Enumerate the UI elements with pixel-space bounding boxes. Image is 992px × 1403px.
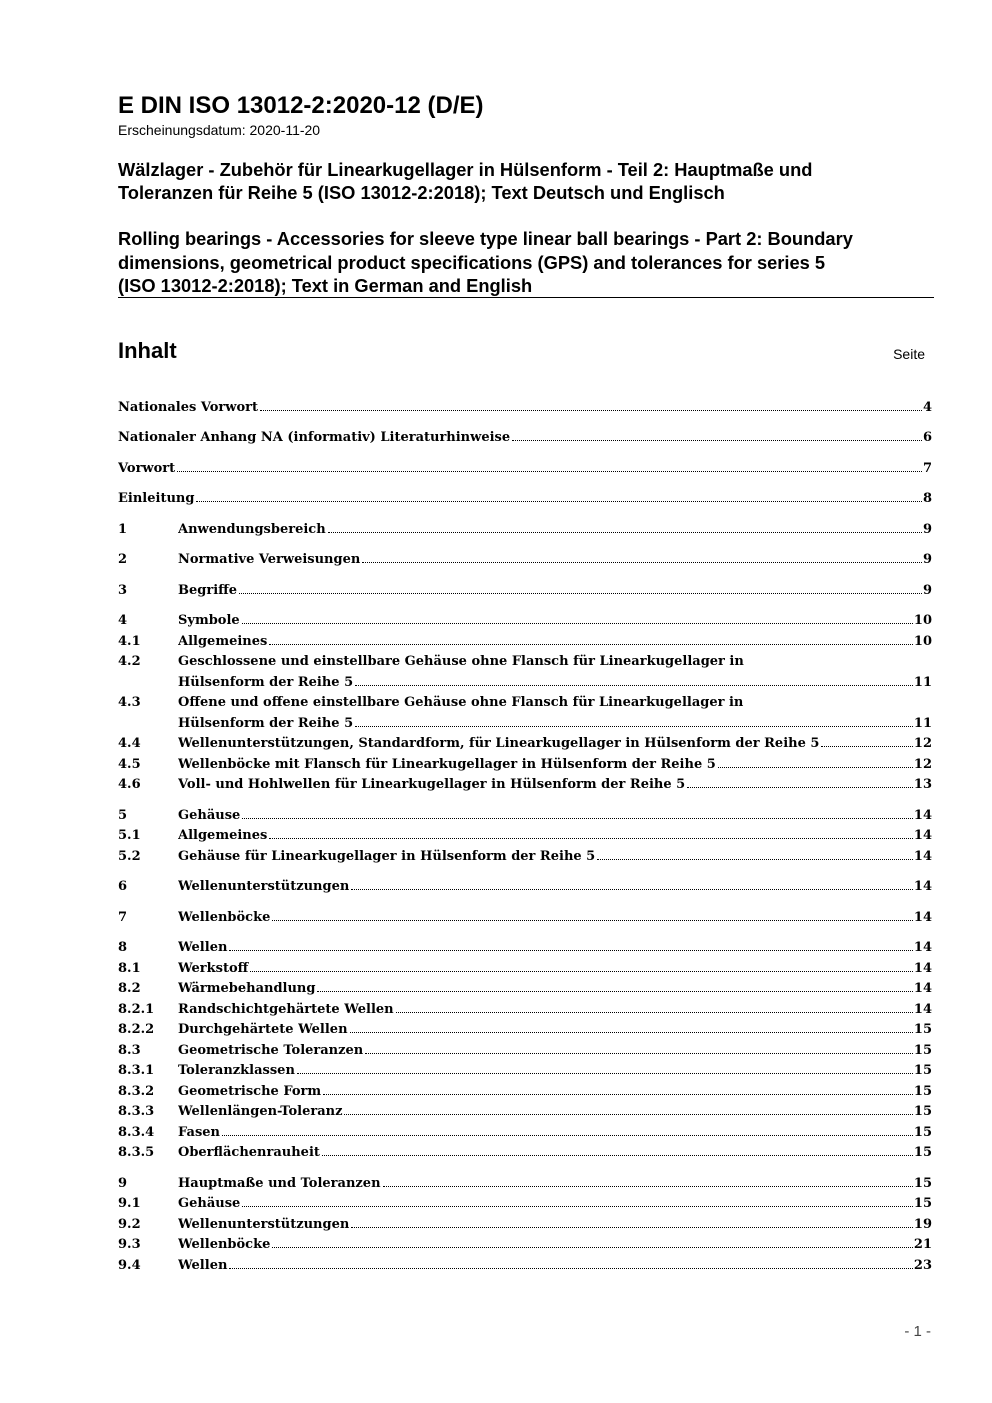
toc-entry-title: Gehäuse für Linearkugellager in Hülsenform der Reihe 5 [178, 848, 596, 864]
toc-entry-page: 14 [913, 879, 932, 894]
toc-entry-page: 11 [913, 715, 932, 731]
title-divider [118, 297, 934, 298]
toc-entry-page: 15 [913, 1175, 932, 1191]
toc-entry[interactable] [118, 1140, 932, 1161]
toc-entry-number: 8 [118, 940, 128, 955]
toc-entry-page: 15 [913, 1124, 932, 1140]
toc-entry-page: 14 [913, 981, 932, 996]
toc-leader [269, 838, 913, 839]
toc-entry-title: Anwendungsbereich [178, 521, 326, 537]
toc-entry-title: Allgemeines [178, 828, 268, 843]
toc-entry-number: 8.2.1 [118, 1001, 155, 1017]
toc-entry[interactable] [118, 731, 932, 752]
toc-entry-number: 4.2 [118, 654, 141, 669]
toc-leader [322, 1155, 913, 1156]
toc-entry-number: 8.3.1 [118, 1063, 155, 1078]
toc-entry-title: Wellenböcke mit Flansch für Linearkugellager in Hülsenform der Reihe 5 [178, 756, 716, 772]
toc-entry-number: 9.2 [118, 1216, 141, 1232]
toc-entry-number: 4 [118, 613, 128, 628]
toc-leader [239, 593, 922, 594]
toc-entry[interactable] [118, 598, 932, 629]
toc-entry[interactable] [118, 894, 932, 925]
toc-entry-title: Normative Verweisungen [178, 552, 361, 567]
toc-entry-number: 8.3.5 [118, 1145, 155, 1160]
title-english-line: Rolling bearings - Accessories for sleeve type linear ball bearings - Part 2: Boundary [118, 228, 853, 249]
toc-entry[interactable] [118, 996, 932, 1017]
toc-entry-number: 5.1 [118, 828, 141, 843]
toc-entry-page: 8 [922, 491, 932, 506]
toc-entry-page: 13 [913, 777, 932, 792]
toc-entry[interactable] [118, 506, 932, 537]
toc-entry[interactable] [118, 955, 932, 976]
toc-entry-number: 4.5 [118, 756, 141, 772]
toc-leader [355, 685, 913, 686]
toc-entry-number: 3 [118, 582, 128, 598]
toc-entry-title: Allgemeines [178, 633, 268, 649]
toc-entry-title: Geometrische Toleranzen [178, 1042, 364, 1058]
toc-entry-number: 2 [118, 552, 128, 567]
toc-entry-page: 12 [913, 756, 932, 772]
toc-entry-number: 9.3 [118, 1237, 141, 1252]
toc-entry-number: 8.3.3 [118, 1104, 155, 1119]
title-english [118, 227, 933, 298]
toc-entry[interactable] [118, 628, 932, 649]
toc-entry[interactable] [118, 925, 932, 956]
toc-entry-number: 8.2 [118, 981, 141, 996]
toc-entry-number: 8.3.2 [118, 1083, 155, 1099]
toc-entry-page: 7 [922, 460, 932, 476]
toc-entry-page: 21 [913, 1237, 932, 1252]
toc-entry-title: Fasen [178, 1124, 220, 1140]
toc-entry-number: 6 [118, 879, 128, 894]
toc-entry-title: Oberflächenrauheit [178, 1145, 320, 1160]
toc-entry[interactable] [118, 1211, 932, 1232]
toc-leader [297, 1073, 913, 1074]
toc-entry-number: 9 [118, 1175, 128, 1191]
toc-entry-page: 14 [913, 1001, 932, 1017]
toc-entry-title: Nationales Vorwort [118, 399, 258, 415]
toc-entry-title: Vorwort [118, 460, 176, 476]
toc-entry[interactable] [118, 1160, 932, 1191]
toc-entry-title: Wellenböcke [178, 1237, 271, 1252]
toc-entry[interactable] [118, 772, 932, 793]
toc-entry-page: 23 [913, 1257, 932, 1273]
toc-leader [328, 532, 922, 533]
toc-entry[interactable] [118, 1037, 932, 1058]
toc-entry-number: 8.3 [118, 1042, 141, 1058]
toc-entry-page: 14 [913, 807, 932, 823]
toc-leader [597, 859, 913, 860]
toc-entry-page: 19 [913, 1216, 932, 1232]
toc-entry-page: 15 [913, 1042, 932, 1058]
toc-entry-number: 8.2.2 [118, 1022, 155, 1037]
toc-entry-page: 4 [922, 399, 932, 415]
toc-entry-title-line: Geschlossene und einstellbare Gehäuse ohne Flansch für Linearkugellager in [178, 654, 744, 669]
toc-entry-page: 9 [922, 521, 932, 537]
toc-entry[interactable] [118, 1119, 932, 1140]
toc-leader [355, 726, 913, 727]
toc-entry-title: Wärmebehandlung [178, 981, 316, 996]
toc-leader [350, 1032, 913, 1033]
toc-entry-number: 4.1 [118, 633, 141, 649]
toc-entry-page: 12 [913, 736, 932, 751]
publication-date: Erscheinungsdatum: 2020-11-20 [118, 122, 321, 138]
document-id: E DIN ISO 13012-2:2020-12 (D/E) [118, 92, 484, 119]
toc-entry-title: Toleranzklassen [178, 1063, 295, 1078]
toc-entry-number: 8.1 [118, 960, 141, 976]
toc-entry-title: Wellenböcke [178, 909, 271, 925]
toc-entry[interactable] [118, 1099, 932, 1120]
toc-entry-page: 15 [913, 1063, 932, 1078]
toc-entry[interactable] [118, 843, 932, 864]
toc-leader [362, 562, 922, 563]
toc-entry-page: 15 [913, 1104, 932, 1119]
toc-leader [365, 1053, 913, 1054]
toc-entry-number: 1 [118, 521, 128, 537]
toc-entry-page: 14 [913, 940, 932, 955]
toc-entry-page: 10 [913, 613, 932, 628]
toc-entry-title: Begriffe [178, 582, 238, 598]
toc-entry-title: Durchgehärtete Wellen [178, 1022, 348, 1037]
toc-entry-number: 5 [118, 807, 128, 823]
toc-leader [317, 991, 912, 992]
toc-leader [272, 920, 913, 921]
toc-entry-page: 15 [913, 1083, 932, 1099]
toc-leader [687, 787, 913, 788]
toc-leader [229, 1268, 912, 1269]
toc-leader [242, 1206, 913, 1207]
toc-entry[interactable] [118, 976, 932, 997]
toc-leader [269, 644, 913, 645]
title-german-line: Wälzlager - Zubehör für Linearkugellager in Hülsenform - Teil 2: Hauptmaße und [118, 159, 813, 180]
toc-entry-page: 15 [913, 1196, 932, 1211]
toc-entry-title-line: Hülsenform der Reihe 5 [178, 715, 354, 731]
toc-leader [229, 950, 912, 951]
toc-entry-page: 9 [922, 582, 932, 598]
toc-entry-page: 15 [913, 1022, 932, 1037]
toc-page-column-label: Seite [893, 346, 925, 362]
toc-entry[interactable] [118, 1252, 932, 1273]
toc-entry-page: 6 [922, 430, 932, 445]
toc-entry-title: Randschichtgehärtete Wellen [178, 1001, 394, 1017]
table-of-contents [118, 394, 932, 1273]
toc-entry-page: 14 [913, 828, 932, 843]
title-english-line: (ISO 13012-2:2018); Text in German and English [118, 275, 533, 296]
toc-entry-number: 5.2 [118, 848, 141, 864]
toc-entry[interactable] [118, 1078, 932, 1099]
toc-leader [242, 623, 913, 624]
toc-entry[interactable] [118, 394, 932, 415]
toc-leader [323, 1094, 913, 1095]
toc-entry[interactable] [118, 1058, 932, 1079]
toc-leader [718, 767, 913, 768]
toc-leader [242, 818, 913, 819]
toc-entry-title: Gehäuse [178, 1196, 241, 1211]
toc-entry-title: Wellenunterstützungen, Standardform, für Linearkugellager in Hülsenform der Reihe 5 [178, 736, 820, 751]
toc-entry-page: 9 [922, 552, 932, 567]
toc-entry-title: Voll- und Hohlwellen für Linearkugellager in Hülsenform der Reihe 5 [178, 777, 686, 792]
toc-entry-title: Hauptmaße und Toleranzen [178, 1175, 381, 1191]
toc-entry-title-line: Hülsenform der Reihe 5 [178, 674, 354, 690]
toc-leader [821, 746, 912, 747]
toc-leader [272, 1247, 913, 1248]
toc-leader [250, 971, 913, 972]
toc-entry-title: Gehäuse [178, 807, 241, 823]
toc-entry[interactable] [118, 649, 932, 690]
toc-entry-title: Nationaler Anhang NA (informativ) Literaturhinweise [118, 430, 511, 445]
toc-leader [177, 471, 922, 472]
toc-entry-title: Wellen [178, 1257, 228, 1273]
toc-entry-title-line: Offene und offene einstellbare Gehäuse ohne Flansch für Linearkugellager in [178, 695, 744, 710]
toc-leader [260, 410, 922, 411]
toc-entry-title: Wellen [178, 940, 228, 955]
toc-leader [512, 440, 922, 441]
title-german [118, 158, 933, 204]
toc-entry-number: 9.1 [118, 1196, 141, 1211]
toc-entry[interactable] [118, 1191, 932, 1212]
toc-heading: Inhalt [118, 338, 177, 363]
toc-entry-page: 11 [913, 674, 932, 690]
toc-entry[interactable] [118, 415, 932, 446]
toc-entry-number: 8.3.4 [118, 1124, 155, 1140]
toc-entry-title: Einleitung [118, 491, 195, 506]
toc-entry[interactable] [118, 792, 932, 823]
toc-entry-page: 10 [913, 633, 932, 649]
toc-entry[interactable] [118, 751, 932, 772]
toc-entry-title: Geometrische Form [178, 1083, 322, 1099]
toc-leader [396, 1012, 913, 1013]
toc-leader [222, 1135, 913, 1136]
toc-entry-number: 9.4 [118, 1257, 141, 1273]
toc-entry[interactable] [118, 476, 932, 507]
toc-leader [351, 1227, 913, 1228]
page-number: - 1 - [904, 1323, 931, 1340]
toc-entry[interactable] [118, 823, 932, 844]
toc-entry-title: Wellenunterstützungen [178, 879, 350, 894]
title-english-line: dimensions, geometrical product specifications (GPS) and tolerances for series 5 [118, 251, 826, 273]
toc-entry-number: 7 [118, 909, 128, 925]
toc-leader [344, 1114, 912, 1115]
toc-leader [196, 501, 922, 502]
toc-entry-page: 14 [913, 909, 932, 925]
toc-entry-page: 15 [913, 1145, 932, 1160]
toc-leader [351, 889, 913, 890]
toc-entry[interactable] [118, 864, 932, 895]
toc-entry-page: 14 [913, 960, 932, 976]
toc-entry[interactable] [118, 537, 932, 568]
toc-entry-page: 14 [913, 848, 932, 864]
toc-entry[interactable] [118, 445, 932, 476]
toc-entry-title: Wellenlängen-Toleranz [178, 1104, 343, 1119]
toc-leader [383, 1186, 913, 1187]
toc-entry-number: 4.6 [118, 777, 141, 792]
title-german-line: Toleranzen für Reihe 5 (ISO 13012-2:2018); Text Deutsch und Englisch [118, 182, 725, 203]
toc-entry-title: Wellenunterstützungen [178, 1216, 350, 1232]
toc-entry[interactable] [118, 1017, 932, 1038]
toc-entry-number: 4.3 [118, 695, 141, 710]
toc-entry[interactable] [118, 567, 932, 598]
toc-entry-number: 4.4 [118, 736, 141, 751]
toc-entry[interactable] [118, 1232, 932, 1253]
toc-entry-title: Werkstoff [178, 960, 249, 976]
toc-entry[interactable] [118, 690, 932, 731]
toc-entry-title: Symbole [178, 613, 240, 628]
